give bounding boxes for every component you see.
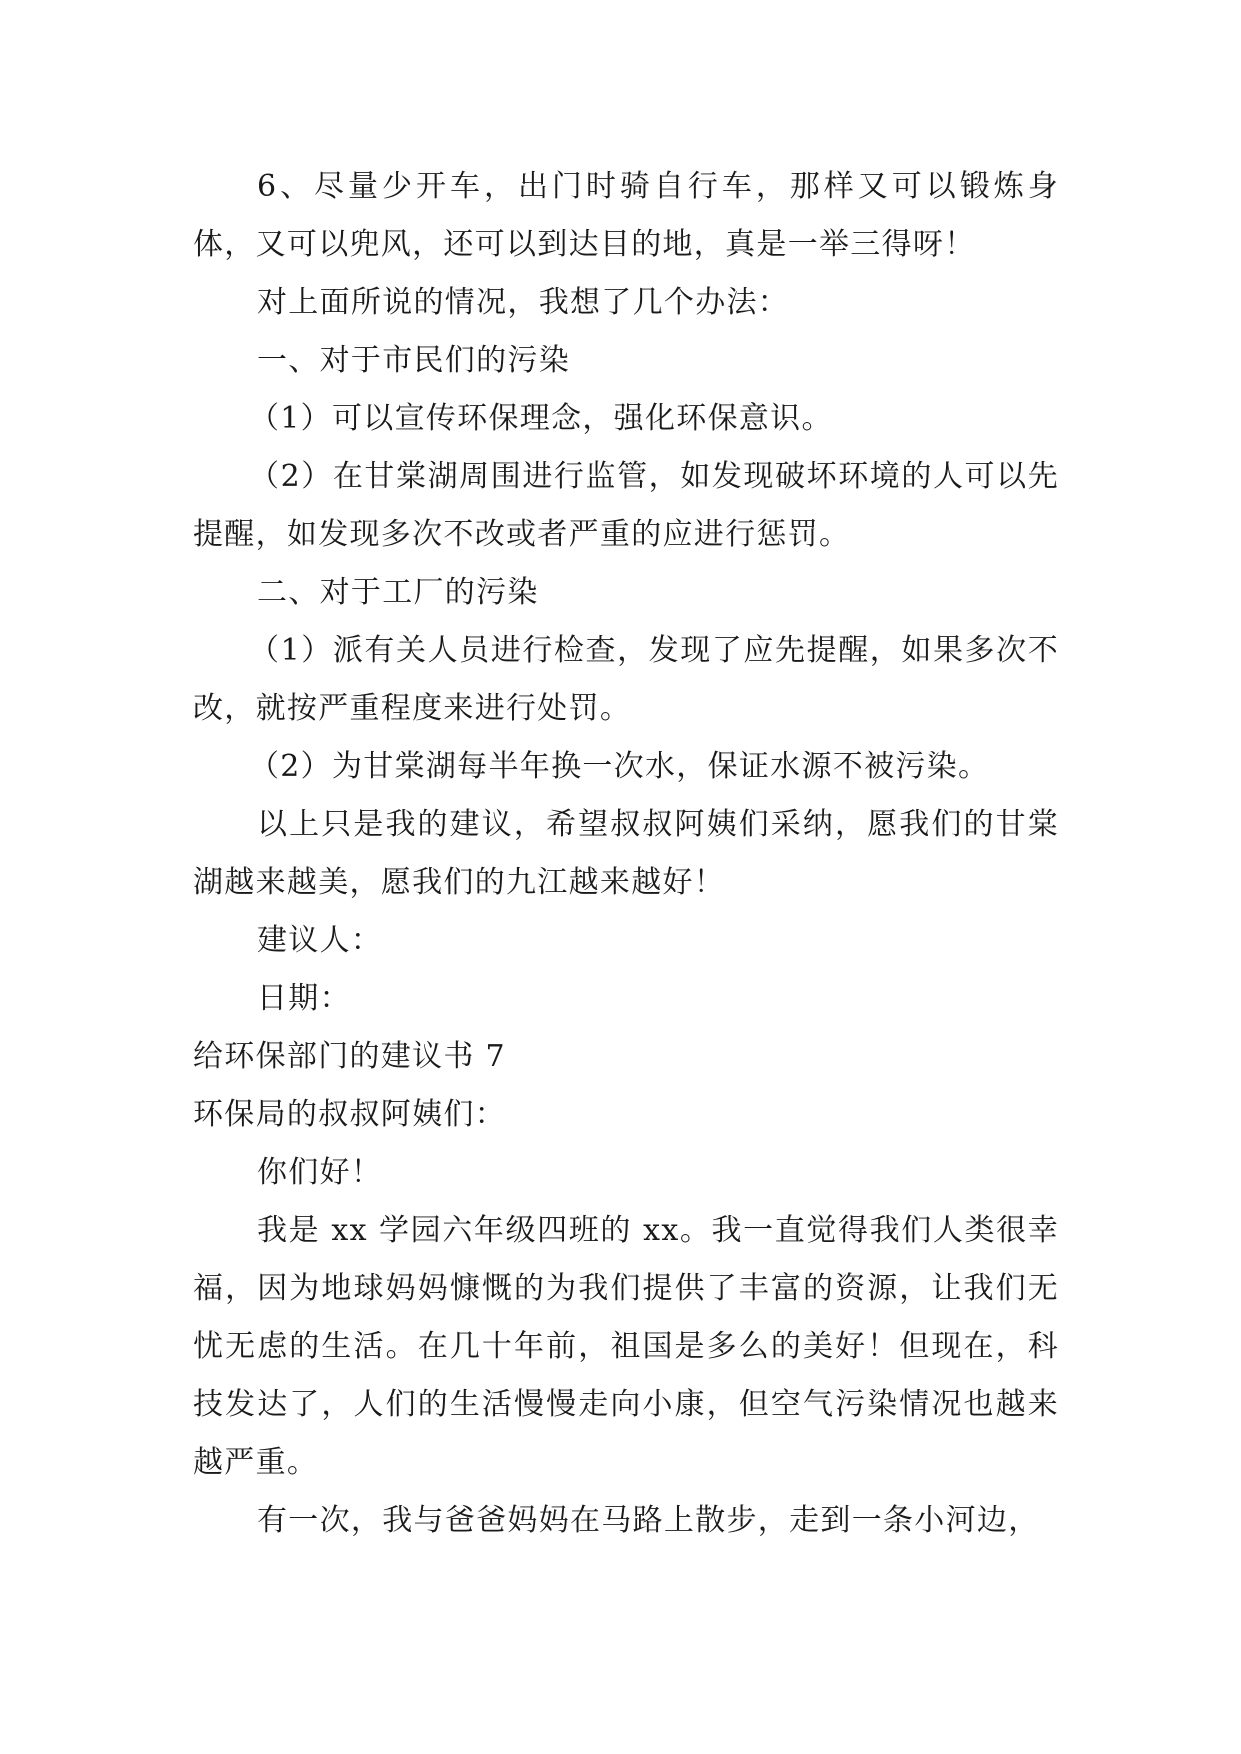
section-title: 给环保部门的建议书 7	[193, 1039, 506, 1074]
paragraph-factory-2: （2）为甘棠湖每半年换一次水，保证水源不被污染。	[249, 749, 990, 784]
paragraph-factory-1: （1）派有关人员进行检查，发现了应先提醒，如果多次不改，就按严重程度来进行处罚。	[193, 633, 1059, 726]
paragraph-citizen-2: （2）在甘棠湖周围进行监管，如发现破坏环境的人可以先提醒，如发现多次不改或者严重的应进行惩罚。	[193, 459, 1059, 552]
heading-factory-pollution: 二、对于工厂的污染	[257, 575, 539, 610]
paragraph-story-start: 有一次，我与爸爸妈妈在马路上散步，走到一条小河边，	[257, 1503, 1040, 1538]
greeting: 你们好！	[257, 1155, 383, 1190]
salutation: 环保局的叔叔阿姨们：	[193, 1097, 506, 1132]
paragraph-methods-intro: 对上面所说的情况，我想了几个办法：	[257, 285, 790, 320]
paragraph-introduction: 我是 xx 学园六年级四班的 xx。我一直觉得我们人类很幸福，因为地球妈妈慷慨的为我们提供了丰富的资源，让我们无忧无虑的生活。在几十年前，祖国是多么的美好！但现在，科技发达了，人们的生活慢慢走向小康，但空气污染情况也越来越严重。	[193, 1213, 1059, 1480]
document-body	[193, 158, 1059, 1550]
paragraph-tip-6: 6、尽量少开车，出门时骑自行车，那样又可以锻炼身体，又可以兜风，还可以到达目的地，真是一举三得呀！	[193, 169, 1059, 262]
signature-date: 日期：	[257, 981, 351, 1016]
paragraph-citizen-1: （1）可以宣传环保理念，强化环保意识。	[249, 401, 833, 436]
paragraph-conclusion: 以上只是我的建议，希望叔叔阿姨们采纳，愿我们的甘棠湖越来越美，愿我们的九江越来越好！	[193, 807, 1059, 900]
signature-proposer: 建议人：	[257, 923, 383, 958]
heading-citizen-pollution: 一、对于市民们的污染	[257, 343, 570, 378]
